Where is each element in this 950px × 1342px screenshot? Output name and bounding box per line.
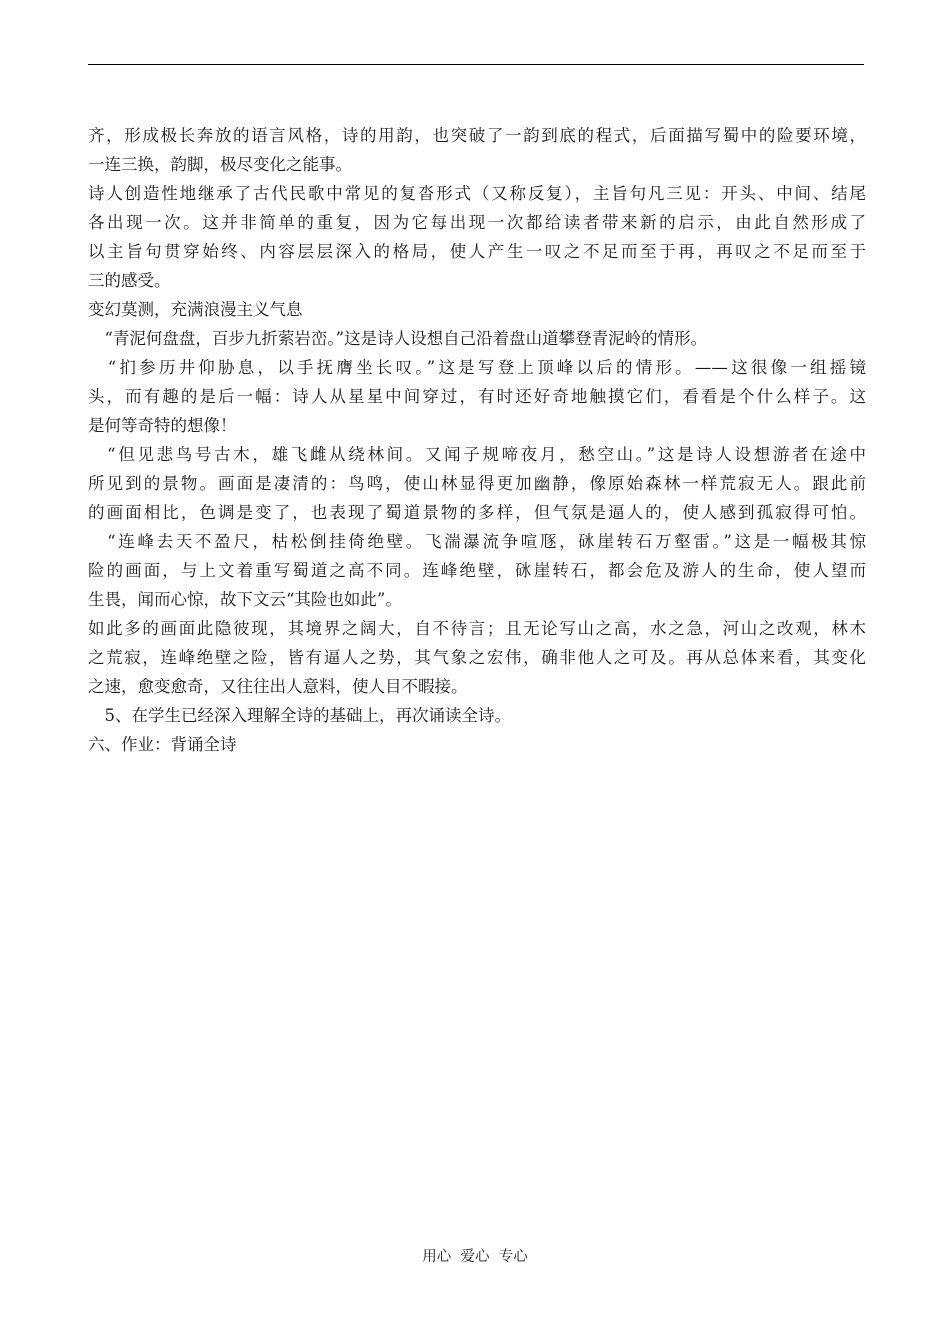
paragraph-line: “扪参历井仰胁息，以手抚膺坐长叹。”这是写登上顶峰以后的情形。——这很像一组摇镜 (88, 358, 866, 377)
paragraph-line: “连峰去天不盈尺，枯松倒挂倚绝壁。飞湍瀑流争喧豗，砯崖转石万壑雷。”这是一幅极其惊 (88, 532, 866, 551)
paragraph-line: 的画面相比，色调是变了，也表现了蜀道景物的多样，但气氛是逼人的，使人感到孤寂得可怕。 (88, 503, 866, 522)
paragraph-line: “但见悲鸟号古木，雄飞雌从绕林间。又闻子规啼夜月，愁空山。”这是诗人设想游者在途中 (88, 445, 866, 464)
paragraph-line: 是何等奇特的想像！ (88, 416, 237, 435)
paragraph-line: 各出现一次。这并非简单的重复，因为它每出现一次都给读者带来新的启示，由此自然形成了 (88, 213, 866, 232)
paragraph-line: 生畏，闻而心惊，故下文云“其险也如此”。 (88, 590, 402, 609)
paragraph-line: “青泥何盘盘，百步九折萦岩峦。”这是诗人设想自己沿着盘山道攀登青泥岭的情形。 (88, 329, 708, 348)
paragraph-line: 诗人创造性地继承了古代民歌中常见的复沓形式（又称反复），主旨句凡三见：开头、中间、结尾 (88, 184, 866, 203)
paragraph-line: 险的画面，与上文着重写蜀道之高不同。连峰绝壁，砯崖转石，都会危及游人的生命，使人望而 (88, 561, 866, 580)
paragraph-line: 所见到的景物。画面是凄清的：鸟鸣，使山林显得更加幽静，像原始森林一样荒寂无人。跟此前 (88, 474, 866, 493)
paragraph-line: 之速，愈变愈奇，又往往出人意料，使人目不暇接。 (88, 677, 468, 696)
paragraph-line: 以主旨句贯穿始终、内容层层深入的格局，使人产生一叹之不足而至于再，再叹之不足而至于 (88, 242, 866, 261)
paragraph-line: 齐，形成极长奔放的语言风格，诗的用韵，也突破了一韵到底的程式，后面描写蜀中的险要环境， (88, 126, 866, 145)
section-heading: 六、作业：背诵全诗 (88, 735, 237, 754)
document-body (88, 121, 866, 759)
page-footer: 用心 爱心 专心 (422, 1249, 528, 1265)
paragraph-line: 之荒寂，连峰绝壁之险，皆有逼人之势，其气象之宏伟，确非他人之可及。再从总体来看，其变化 (88, 648, 866, 667)
paragraph-line: 三的感受。 (88, 271, 171, 290)
header-rule (88, 64, 864, 65)
paragraph-line: 5、在学生已经深入理解全诗的基础上，再次诵读全诗。 (88, 706, 511, 725)
paragraph-line: 如此多的画面此隐彼现，其境界之阔大，自不待言；且无论写山之高，水之急，河山之改观，林木 (88, 619, 866, 638)
section-heading: 变幻莫测，充满浪漫主义气息 (88, 300, 303, 319)
paragraph-line: 头，而有趣的是后一幅：诗人从星星中间穿过，有时还好奇地触摸它们，看看是个什么样子。这 (88, 387, 866, 406)
paragraph-line: 一连三换，韵脚，极尽变化之能事。 (88, 155, 352, 174)
